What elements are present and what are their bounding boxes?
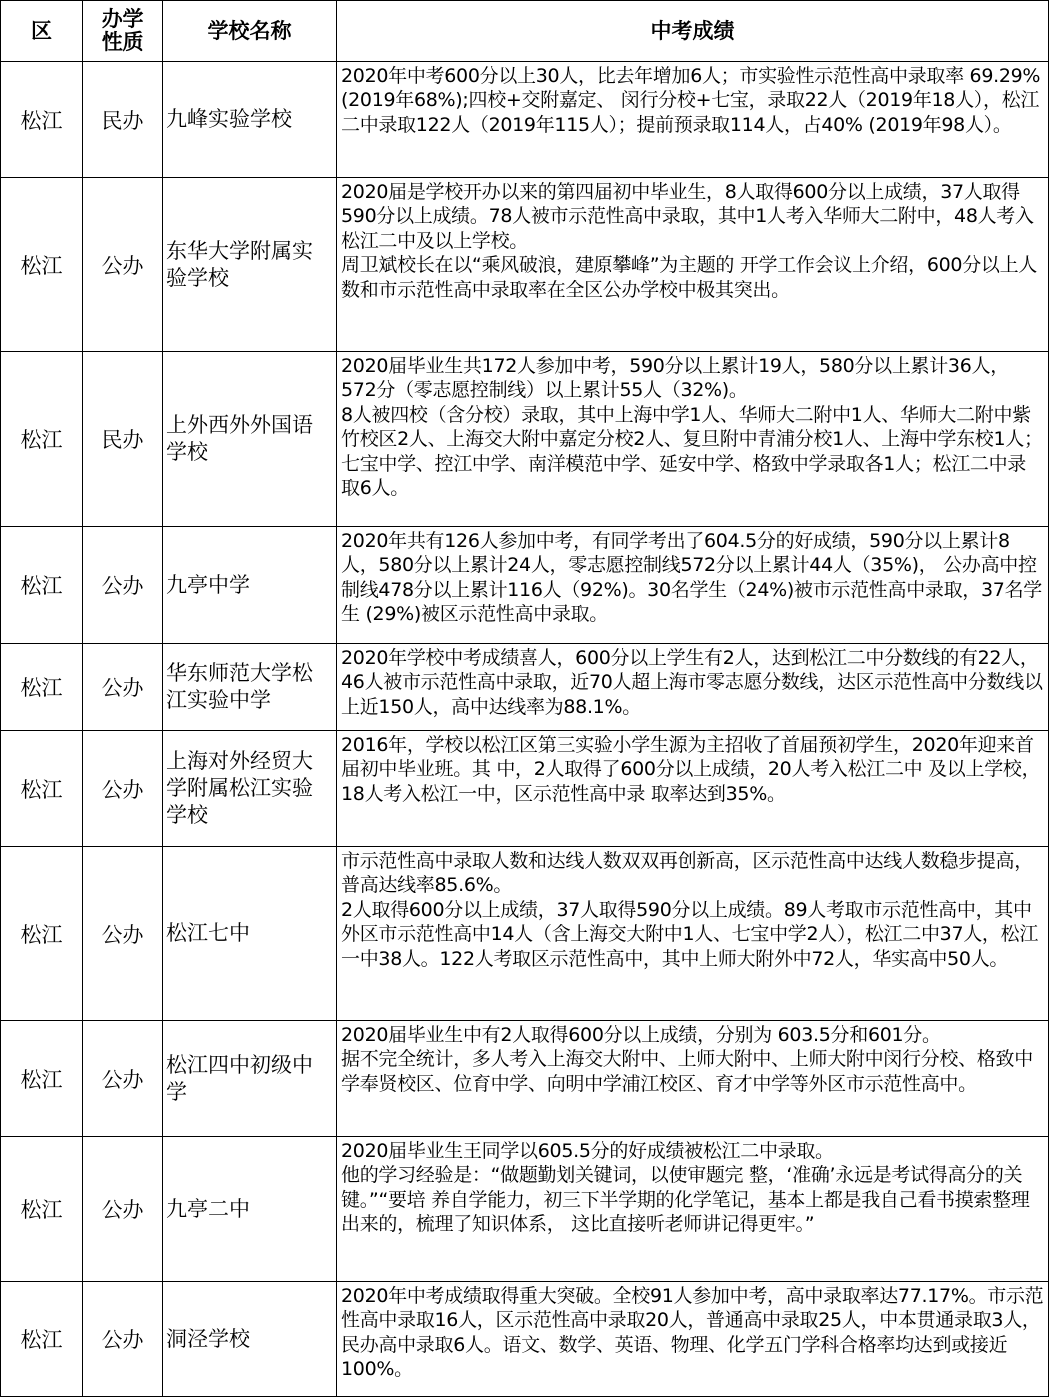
results-text: 2016年，学校以松江区第三实验小学生源为主招收了首届预初学生，2020年迎来首届初中毕业班。其 中，2人取得了600分以上成绩，20人考入松江二中 及以上学校，18人考入松江一中，区示范性高中录 取率达到35%。 bbox=[341, 734, 1041, 805]
school-name-cell: 洞泾学校 bbox=[163, 1282, 337, 1397]
table-row bbox=[1, 178, 1049, 352]
district-cell: 松江 bbox=[1, 1137, 83, 1282]
table-row bbox=[1, 352, 1049, 527]
district-cell: 松江 bbox=[1, 62, 83, 178]
table-row bbox=[1, 1137, 1049, 1282]
results-text: 2020年中考成绩取得重大突破。全校91人参加中考，高中录取率达77.17%。市示范性高中录取16人，区示范性高中录取20人，普通高中录取25人，中本贯通录取3人，民办高中录取6人。语文、数学、英语、物理、化学五门学科合格率均达到或接近100%。 bbox=[341, 1285, 1044, 1381]
district-cell: 松江 bbox=[1, 1021, 83, 1137]
table-row bbox=[1, 847, 1049, 1021]
type-cell: 公办 bbox=[83, 1021, 163, 1137]
table-row bbox=[1, 527, 1049, 644]
results-text: 2020年中考600分以上30人，比去年增加6人；市实验性示范性高中录取率 69.29% (2019年68%);四校+交附嘉定、 闵行分校+七宝，录取22人（2019年18人），松江 二中录取122人（2019年115人）；提前预录取114人，占40% (2019年98人）。 bbox=[341, 65, 1041, 136]
header-type: 办学 性质 bbox=[83, 1, 163, 62]
table-row bbox=[1, 1021, 1049, 1137]
district-cell: 松江 bbox=[1, 1282, 83, 1397]
type-cell: 公办 bbox=[83, 1137, 163, 1282]
district-cell: 松江 bbox=[1, 644, 83, 731]
header-results: 中考成绩 bbox=[337, 1, 1049, 62]
table-row bbox=[1, 644, 1049, 731]
results-text: 市示范性高中录取人数和达线人数双双再创新高，区示范性高中达线人数稳步提高，普高达线率85.6%。 2人取得600分以上成绩，37人取得590分以上成绩。89人考取市示范性高中，其中外区市示范性高中14人（含上海交大附中1人、七宝中学2人），松江二中37人，松江一中38人。122人考取区示范性高中，其中上师大附外中72人，华实高中50人。 bbox=[341, 850, 1039, 970]
table-row bbox=[1, 731, 1049, 847]
district-cell: 松江 bbox=[1, 352, 83, 527]
school-name-cell: 华东师范大学松江实验中学 bbox=[163, 644, 337, 731]
school-name-cell: 松江四中初级中学 bbox=[163, 1021, 337, 1137]
school-name-cell: 九亭中学 bbox=[163, 527, 337, 644]
results-cell bbox=[337, 731, 1049, 847]
type-cell: 民办 bbox=[83, 352, 163, 527]
type-cell: 公办 bbox=[83, 644, 163, 731]
school-name-cell: 上海对外经贸大学附属松江实验学校 bbox=[163, 731, 337, 847]
type-cell: 公办 bbox=[83, 178, 163, 352]
results-cell bbox=[337, 1021, 1049, 1137]
results-text: 2020届是学校开办以来的第四届初中毕业生，8人取得600分以上成绩，37人取得590分以上成绩。78人被市示范性高中录取，其中1人考入华师大二附中，48人考入松江二中及以上学校。 周卫斌校长在以“乘风破浪，建原攀峰”为主题的 开学工作会议上介绍，600分以上人数和市示范性高中录取率在全区公办学校中极其突出。 bbox=[341, 181, 1037, 301]
school-name-cell: 九峰实验学校 bbox=[163, 62, 337, 178]
district-cell: 松江 bbox=[1, 847, 83, 1021]
school-name-cell: 上外西外外国语学校 bbox=[163, 352, 337, 527]
results-cell bbox=[337, 1282, 1049, 1397]
school-name-cell: 松江七中 bbox=[163, 847, 337, 1021]
header-row bbox=[1, 1, 1049, 62]
type-cell: 公办 bbox=[83, 847, 163, 1021]
district-cell: 松江 bbox=[1, 731, 83, 847]
type-cell: 民办 bbox=[83, 62, 163, 178]
results-cell bbox=[337, 178, 1049, 352]
results-text: 2020届毕业生共172人参加中考，590分以上累计19人，580分以上累计36人，572分（零志愿控制线）以上累计55人（32%)。 8人被四校（含分校）录取，其中上海中学1人、华师大二附中1人、华师大二附中紫竹校区2人、上海交大附中嘉定分校2人、复旦附中青浦分校1人、上海中学东校1人；七宝中学、控江中学、南洋模范中学、延安中学、格致中学录取各1人；松江二中录取6人。 bbox=[341, 355, 1043, 500]
results-text: 2020年学校中考成绩喜人，600分以上学生有2人，达到松江二中分数线的有22人，46人被市示范性高中录取，近70人超上海市零志愿分数线，达区示范性高中分数线以上近150人，高中达线率为88.1%。 bbox=[341, 647, 1043, 718]
results-cell bbox=[337, 644, 1049, 731]
district-cell: 松江 bbox=[1, 527, 83, 644]
results-cell bbox=[337, 847, 1049, 1021]
district-cell: 松江 bbox=[1, 178, 83, 352]
type-cell: 公办 bbox=[83, 1282, 163, 1397]
results-text: 2020届毕业生中有2人取得600分以上成绩，分别为 603.5分和601分。 据不完全统计，多人考入上海交大附中、上师大附中、上师大附中闵行分校、格致中学奉贤校区、位育中学、向明中学浦江校区、育才中学等外区市示范性高中。 bbox=[341, 1024, 1033, 1095]
results-cell bbox=[337, 62, 1049, 178]
header-school: 学校名称 bbox=[163, 1, 337, 62]
results-cell bbox=[337, 527, 1049, 644]
school-name-cell: 九亭二中 bbox=[163, 1137, 337, 1282]
results-cell bbox=[337, 352, 1049, 527]
table-row bbox=[1, 62, 1049, 178]
header-district: 区 bbox=[1, 1, 83, 62]
results-cell bbox=[337, 1137, 1049, 1282]
type-cell: 公办 bbox=[83, 731, 163, 847]
type-cell: 公办 bbox=[83, 527, 163, 644]
school-name-cell: 东华大学附属实验学校 bbox=[163, 178, 337, 352]
results-text: 2020届毕业生王同学以605.5分的好成绩被松江二中录取。 他的学习经验是：“做题勤划关键词，以使审题完 整，‘准确’永远是考试得高分的关键。”“要培 养自学能力，初三下半学期的化学笔记，基本上都是我自己看书摸索整理出来的，梳理了知识体系， 这比直接听老师讲记得更牢。” bbox=[341, 1140, 1030, 1236]
table-row bbox=[1, 1282, 1049, 1397]
results-text: 2020年共有126人参加中考，有同学考出了604.5分的好成绩，590分以上累计8人，580分以上累计24人，零志愿控制线572分以上累计44人（35%)， 公办高中控制线478分以上累计116人（92%)。30名学生（24%)被市示范性高中录取，37名学生 (29%)被区示范性高中录取。 bbox=[341, 530, 1042, 626]
